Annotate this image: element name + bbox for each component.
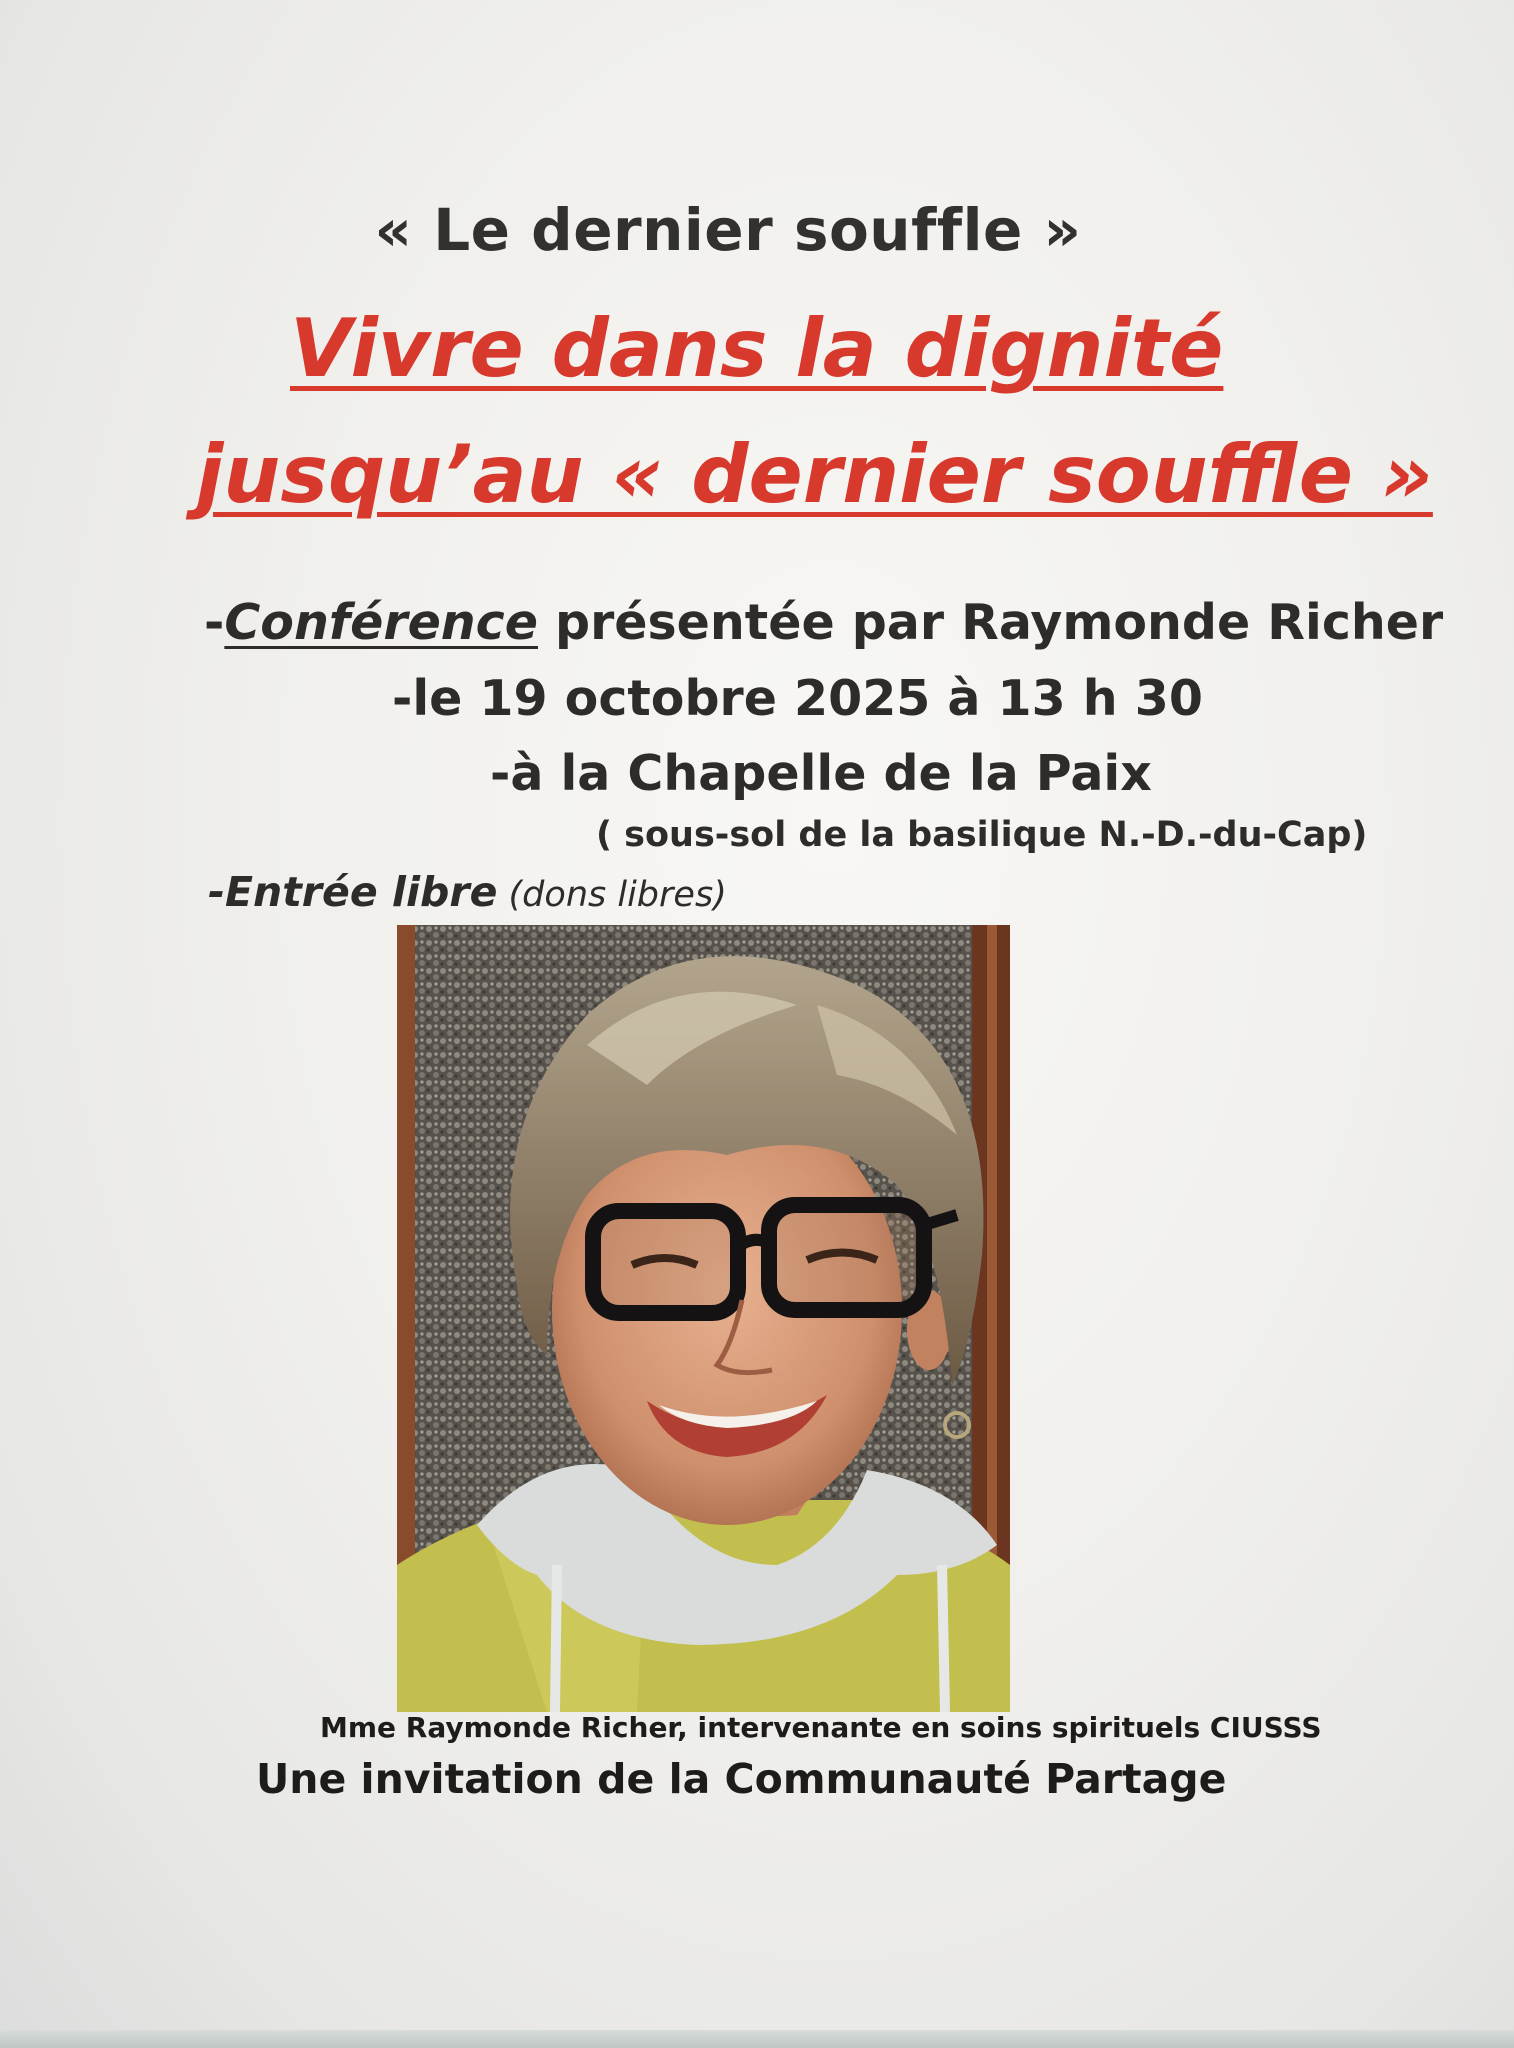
- invitation-line: Une invitation de la Communauté Partage: [256, 1755, 1227, 1803]
- place-detail: ( sous-sol de la basilique N.-D.-du-Cap): [596, 815, 1368, 855]
- conference-prefix: -: [204, 594, 225, 651]
- poster-main-title-line-2: jusqu’au « dernier souffle »: [196, 428, 1433, 521]
- conference-presenter: présentée par Raymonde Richer: [537, 594, 1444, 651]
- entry-free: -Entrée libre: [208, 868, 498, 916]
- monitor-bezel: [0, 2030, 1514, 2048]
- speaker-photo: [397, 925, 1010, 1712]
- photo-caption: Mme Raymonde Richer, intervenante en soins spirituels CIUSSS: [320, 1711, 1322, 1744]
- entry-line: [208, 868, 727, 916]
- conference-line: [204, 594, 1443, 651]
- poster-main-title-line-1: Vivre dans la dignité: [290, 302, 1224, 395]
- poster-subtitle: « Le dernier souffle »: [374, 196, 1082, 264]
- conference-word: Conférence: [224, 594, 538, 651]
- place-line: -à la Chapelle de la Paix: [490, 745, 1152, 802]
- speaker-portrait-illustration: [397, 925, 1010, 1712]
- date-line: -le 19 octobre 2025 à 13 h 30: [392, 670, 1203, 727]
- entry-donations: (dons libres): [497, 875, 727, 915]
